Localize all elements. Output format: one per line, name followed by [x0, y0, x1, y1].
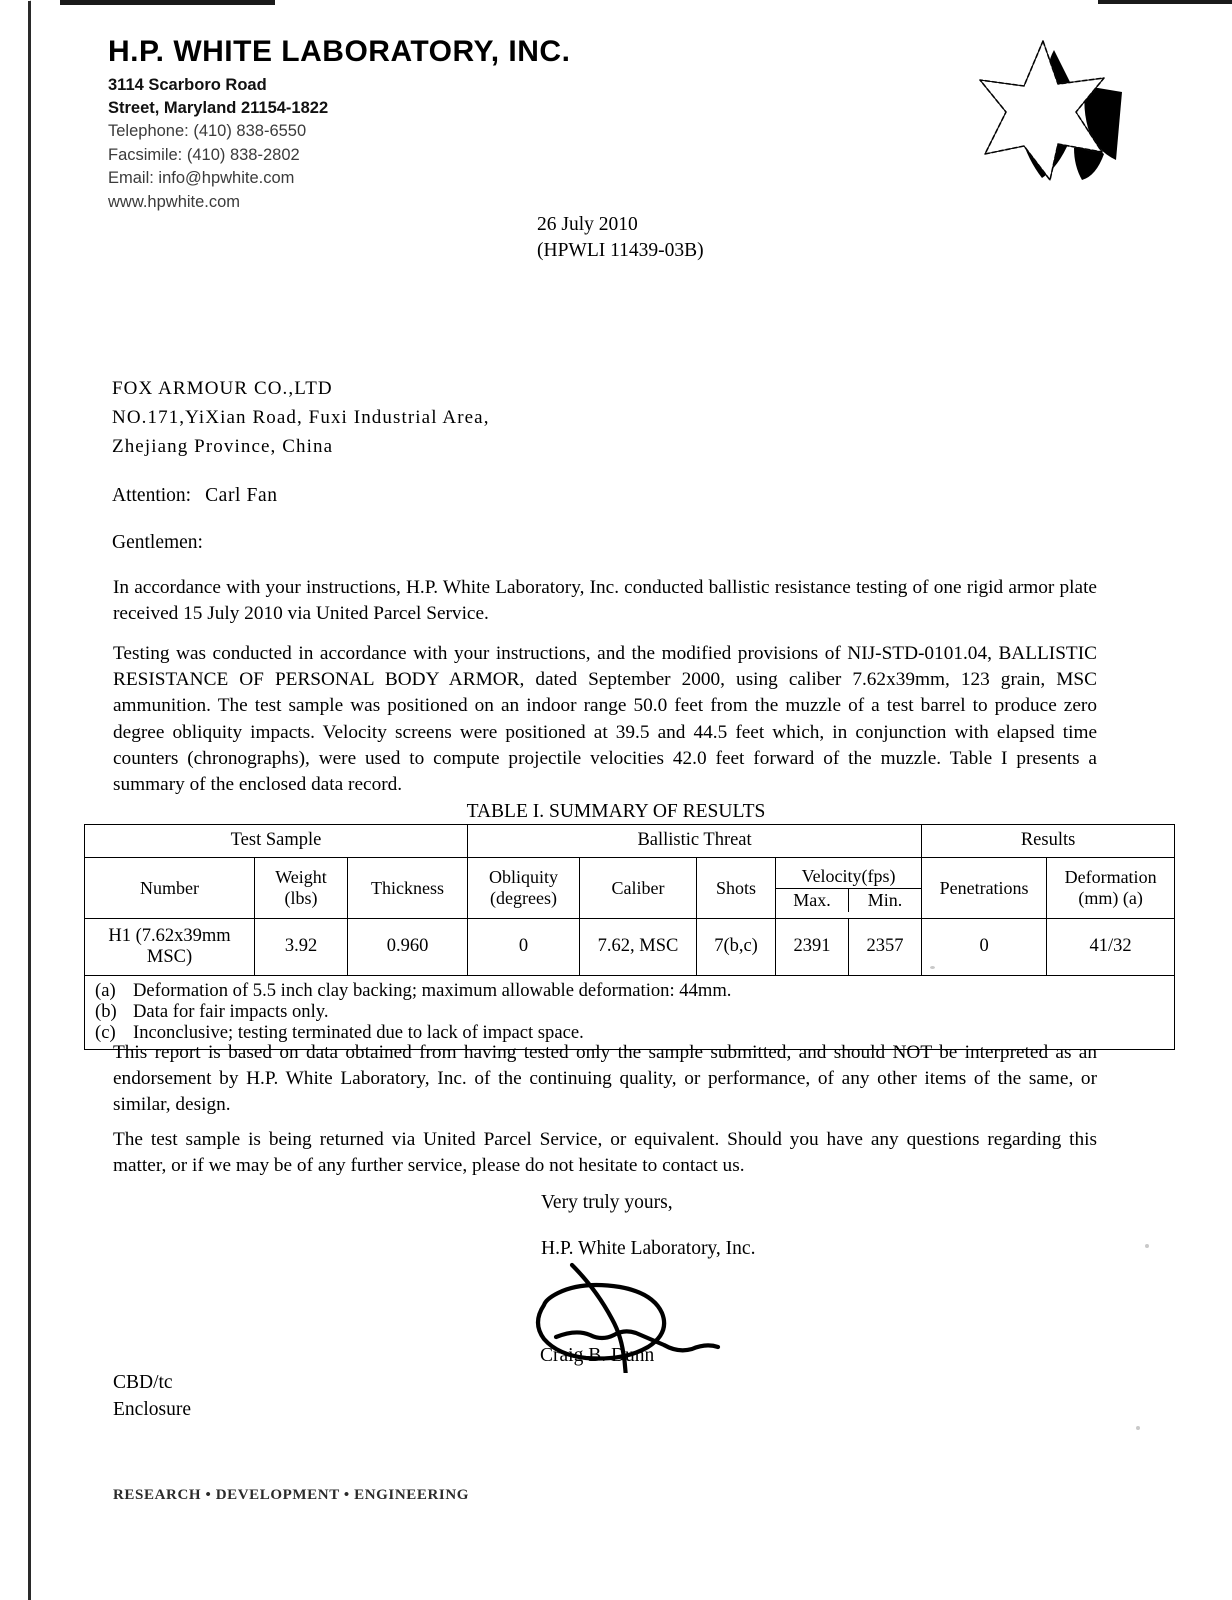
table-row [85, 919, 1175, 976]
body-paragraph-3: This report is based on data obtained from having tested only the sample submitted, and should NOT be interpreted as an endorsement by H.P. White Laboratory, Inc. of the continuing quality, or performance, of any other items of the same, or similar, design. [113, 1042, 1097, 1116]
scan-speck [1145, 1244, 1149, 1248]
cell-weight: 3.92 [255, 919, 348, 976]
table-group-header-row [85, 825, 1175, 858]
cell-deformation: 41/32 [1047, 919, 1175, 976]
street-address: 3114 Scarboro Road [108, 75, 267, 94]
city-state-zip: Street, Maryland 21154-1822 [108, 98, 329, 117]
scan-speck [1136, 1426, 1140, 1430]
scan-mark-top-right [1098, 0, 1232, 4]
footnote-a-tag: (a) [95, 980, 116, 1001]
col-velocity-min: Min. [867, 889, 903, 910]
cell-number [85, 919, 255, 976]
col-caliber: Caliber [580, 858, 697, 919]
footnote-c-text: Inconclusive; testing terminated due to lack of impact space. [133, 1022, 584, 1044]
group-results: Results [922, 825, 1175, 858]
signer-name: Craig B. Dunn [540, 1345, 655, 1366]
col-weight-line1: Weight [275, 867, 327, 888]
enclosure-note: Enclosure [113, 1398, 191, 1420]
signing-company: H.P. White Laboratory, Inc. [541, 1238, 756, 1259]
letter-date: 26 July 2010 [537, 214, 638, 235]
footnote-b-tag: (b) [95, 1001, 117, 1023]
footnote-c-tag: (c) [95, 1022, 116, 1044]
letterhead [108, 36, 728, 214]
cell-shots: 7(b,c) [697, 919, 776, 976]
cell-number-line2: MSC) [146, 947, 193, 967]
company-name: H.P. WHITE LABORATORY, INC. [108, 35, 571, 68]
group-ballistic-threat: Ballistic Threat [468, 825, 922, 858]
col-velocity [776, 858, 922, 919]
scan-mark-top-left [60, 0, 275, 5]
table-footnotes [85, 976, 1175, 1050]
recipient-region: Zhejiang Province, China [112, 435, 334, 457]
footnote-a-text: Deformation of 5.5 inch clay backing; maximum allowable deformation: 44mm. [133, 980, 732, 1001]
col-deformation [1047, 858, 1175, 919]
recipient-address [112, 375, 490, 462]
attention-name: Carl Fan [205, 485, 278, 506]
col-weight-line2: (lbs) [284, 888, 318, 908]
table-column-header-row [85, 858, 1175, 919]
date-block [537, 212, 704, 265]
salutation: Gentlemen: [112, 532, 203, 553]
telephone: Telephone: (410) 838-6550 [108, 122, 307, 141]
cell-caliber: 7.62, MSC [580, 919, 697, 976]
col-deformation-line2: (mm) (a) [1078, 888, 1143, 908]
col-thickness: Thickness [348, 858, 468, 919]
col-obliquity-line2: (degrees) [490, 888, 558, 908]
cell-velocity-max: 2391 [776, 919, 849, 976]
col-deformation-line1: Deformation [1064, 867, 1157, 888]
attention-line [112, 485, 278, 507]
table-caption: TABLE I. SUMMARY OF RESULTS [466, 801, 766, 822]
table-notes-row [85, 976, 1175, 1050]
attention-label: Attention: [112, 485, 192, 506]
footnote-b-text: Data for fair impacts only. [133, 1001, 329, 1023]
footnote-b [95, 1001, 1174, 1022]
cell-obliquity: 0 [468, 919, 580, 976]
website-url: www.hpwhite.com [108, 192, 241, 211]
col-obliquity [468, 858, 580, 919]
body-paragraph-4: The test sample is being returned via United Parcel Service, or equivalent. Should you have any questions regarding this matter, or if we may be of any further service, please do not hesitate to contact us. [113, 1129, 1097, 1177]
summary-of-results-table [84, 824, 1175, 1050]
email-address: Email: info@hpwhite.com [108, 169, 295, 188]
cell-thickness: 0.960 [348, 919, 468, 976]
report-reference: (HPWLI 11439-03B) [537, 240, 704, 262]
scan-edge-left [0, 0, 31, 1600]
col-obliquity-line1: Obliquity [489, 867, 559, 888]
facsimile: Facsimile: (410) 838-2802 [108, 145, 300, 164]
recipient-street: NO.171,YiXian Road, Fuxi Industrial Area, [112, 406, 490, 428]
valediction: Very truly yours, [541, 1192, 673, 1213]
col-shots: Shots [697, 858, 776, 919]
col-velocity-label: Velocity(fps) [776, 864, 921, 889]
group-test-sample: Test Sample [85, 825, 468, 858]
page-footer-tagline: RESEARCH • DEVELOPMENT • ENGINEERING [113, 1487, 470, 1503]
cell-penetrations: 0 [922, 919, 1047, 976]
reference-initials-block [113, 1370, 191, 1424]
star-burst-logo [946, 28, 1126, 193]
recipient-company: FOX ARMOUR CO.,LTD [112, 378, 333, 399]
col-penetrations: Penetrations [922, 858, 1047, 919]
col-velocity-max: Max. [776, 889, 849, 913]
col-number: Number [85, 858, 255, 919]
body-paragraph-2: Testing was conducted in accordance with your instructions, and the modified provisions of NIJ-STD-0101.04, BALLISTIC RESISTANCE OF PERSONAL BODY ARMOR, dated September 2000, using caliber 7.62x39mm, 123 grain, MSC ammunition. The test sample was positioned on an indoor range 50.0 feet from the muzzle of a test barrel to produce zero degree obliquity impacts. Velocity screens were positioned at 39.5 and 44.5 feet which, in conjunction with elapsed time counters (chronographs), were used to compute projectile velocities 42.0 feet forward of the muzzle. Table I presents a summary of the enclosed data record. [113, 643, 1097, 796]
col-weight [255, 858, 348, 919]
cell-number-line1: H1 (7.62x39mm [108, 925, 231, 946]
footnote-a [95, 980, 1174, 1001]
body-paragraph-1: In accordance with your instructions, H.P. White Laboratory, Inc. conducted ballistic resistance testing of one rigid armor plate received 15 July 2010 via United Parcel Service. [113, 577, 1097, 625]
typist-initials: CBD/tc [113, 1372, 173, 1393]
cell-velocity-min: 2357 [849, 919, 922, 976]
